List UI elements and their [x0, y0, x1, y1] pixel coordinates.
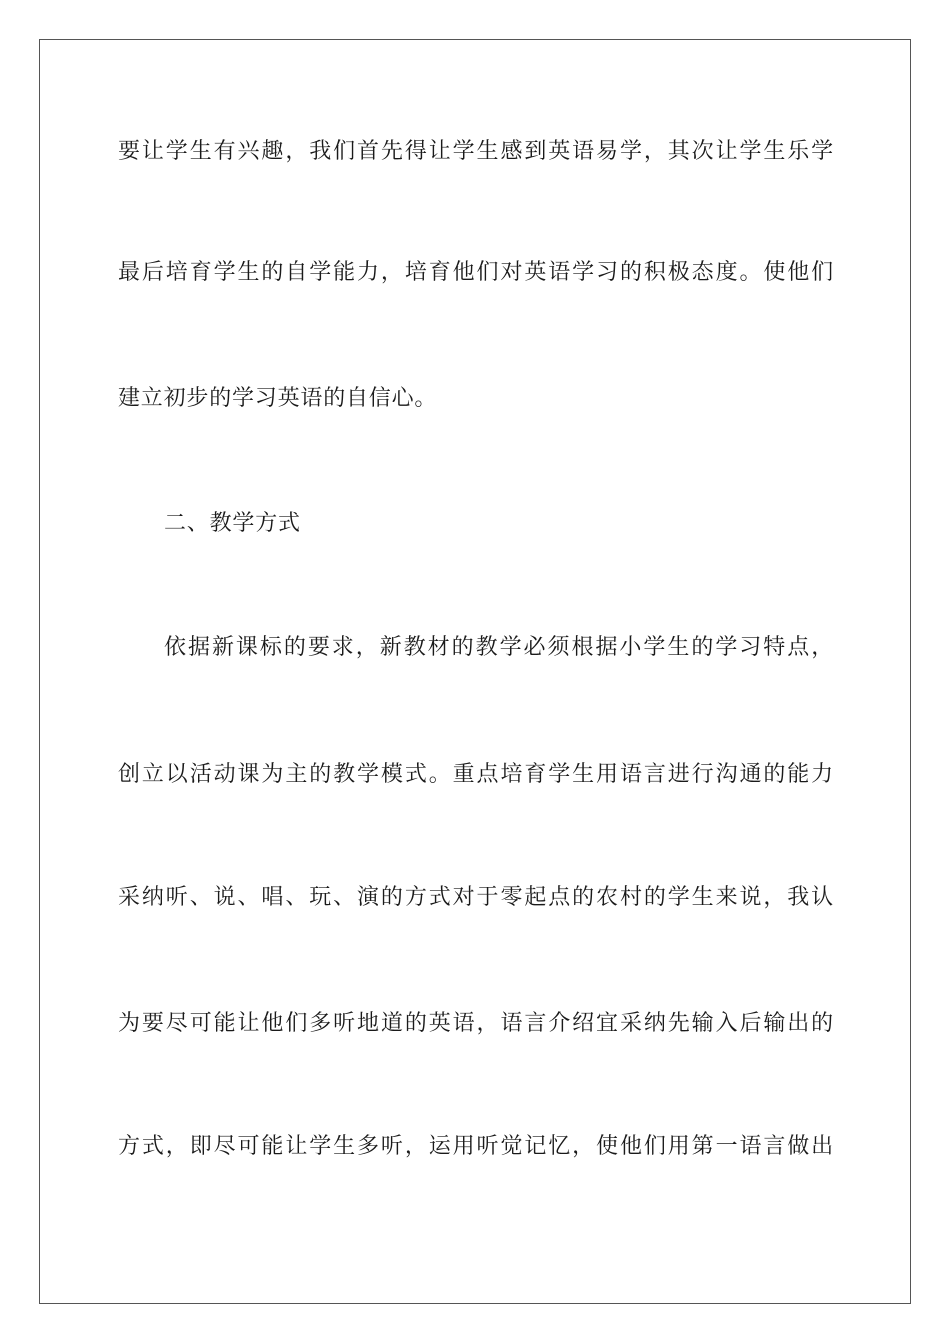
paragraph-line: 为要尽可能让他们多听地道的英语，语言介绍宜采纳先输入后输出的	[118, 1011, 834, 1036]
paragraph-line: 创立以活动课为主的教学模式。重点培育学生用语言进行沟通的能力	[118, 762, 834, 787]
section-heading: 二、教学方式	[164, 511, 301, 536]
paragraph-line: 建立初步的学习英语的自信心。	[118, 386, 438, 411]
paragraph-line: 依据新课标的要求，新教材的教学必须根据小学生的学习特点，	[164, 635, 834, 660]
page-border	[39, 39, 911, 1304]
paragraph-line: 采纳听、说、唱、玩、演的方式对于零起点的农村的学生来说，我认	[118, 885, 834, 910]
paragraph-line: 方式，即尽可能让学生多听，运用听觉记忆，使他们用第一语言做出	[118, 1134, 834, 1159]
paragraph-line: 最后培育学生的自学能力，培育他们对英语学习的积极态度。使他们	[118, 260, 834, 285]
paragraph-line: 要让学生有兴趣，我们首先得让学生感到英语易学，其次让学生乐学	[118, 139, 834, 164]
